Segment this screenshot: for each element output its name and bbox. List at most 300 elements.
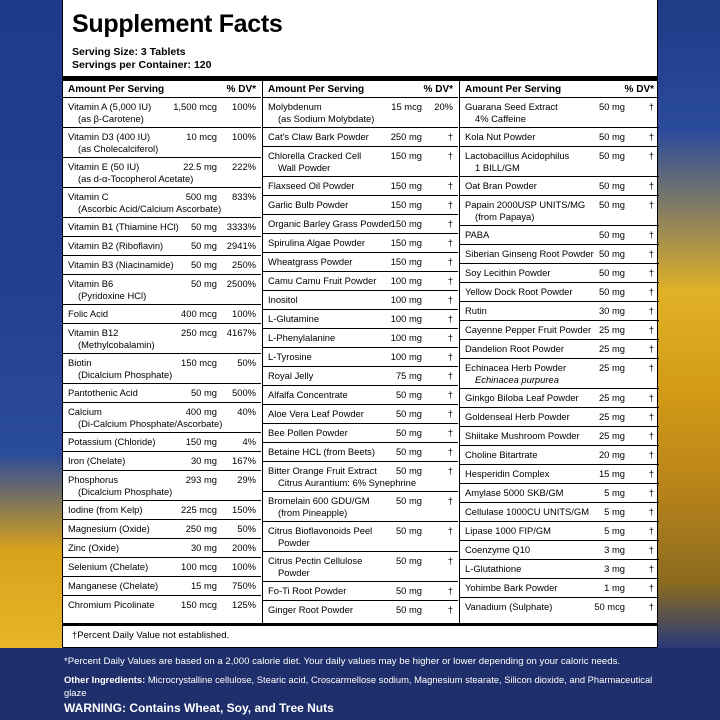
nutrient-name-text: Iodine (from Kelp)	[68, 504, 143, 515]
nutrient-name	[268, 218, 392, 230]
daily-values-note: *Percent Daily Values are based on a 2,000 calorie diet. Your daily values may be higher or lower depending on your caloric needs.	[64, 656, 621, 667]
nutrient-amount: 100 mg	[390, 351, 422, 362]
nutrient-row	[63, 275, 261, 305]
nutrient-dv: †	[447, 332, 453, 343]
nutrient-name	[268, 150, 361, 173]
nutrient-name	[465, 544, 530, 556]
nutrient-amount: 3 mg	[604, 563, 625, 574]
nutrient-name-text: Papain 2000USP UNITS/MG	[465, 199, 586, 210]
nutrient-row	[460, 177, 659, 196]
nutrient-name	[465, 101, 558, 124]
nutrient-row	[263, 215, 458, 234]
nutrient-amount: 50 mg	[190, 259, 217, 270]
nutrient-name	[68, 542, 119, 554]
nutrient-dv: 4167%	[226, 327, 256, 338]
nutrient-dv: †	[648, 267, 654, 278]
nutrient-amount: 50 mg	[598, 267, 625, 278]
nutrient-dv: †	[648, 305, 654, 316]
nutrient-name	[68, 474, 172, 497]
nutrient-row	[63, 433, 261, 452]
nutrient-name	[268, 275, 376, 287]
right-background-decoration	[656, 0, 720, 648]
nutrient-dv: 100%	[232, 308, 256, 319]
nutrient-name	[268, 256, 352, 268]
nutrient-name-text: Bee Pollen Powder	[268, 427, 348, 438]
nutrient-amount: 1,500 mcg	[173, 101, 217, 112]
nutrient-name-text: Aloe Vera Leaf Powder	[268, 408, 364, 419]
nutrient-amount: 25 mg	[598, 430, 625, 441]
nutrient-row	[263, 492, 458, 522]
nutrient-amount: 50 mg	[395, 555, 422, 566]
nutrient-row	[263, 552, 458, 582]
nutrient-amount: 250 mg	[185, 523, 217, 534]
nutrient-name	[68, 523, 150, 535]
nutrient-amount: 3 mg	[604, 544, 625, 555]
dv-header: % DV*	[423, 84, 453, 95]
other-ingredients-label: Other Ingredients:	[64, 674, 146, 685]
nutrient-amount: 50 mg	[395, 427, 422, 438]
nutrient-name	[268, 237, 365, 249]
nutrient-amount: 20 mg	[598, 449, 625, 460]
nutrient-name	[465, 362, 566, 385]
nutrient-amount: 100 mcg	[181, 561, 217, 572]
nutrient-name-text: Vitamin B3 (Niacinamide)	[68, 259, 174, 270]
nutrient-row	[460, 503, 659, 522]
nutrient-name	[268, 199, 348, 211]
nutrient-name-text: Vanadium (Sulphate)	[465, 601, 553, 612]
nutrient-name-text: Cat's Claw Bark Powder	[268, 131, 369, 142]
nutrient-row	[460, 389, 659, 408]
nutrient-amount: 50 mg	[598, 229, 625, 240]
nutrient-amount: 150 mcg	[181, 357, 217, 368]
nutrient-name-text: Lipase 1000 FIP/GM	[465, 525, 551, 536]
nutrient-dv: †	[648, 601, 654, 612]
footer-rule	[63, 623, 657, 626]
nutrient-name-text: Alfalfa Concentrate	[268, 389, 348, 400]
nutrient-dv: †	[648, 582, 654, 593]
nutrient-name	[465, 150, 569, 173]
nutrient-name-text: Oat Bran Powder	[465, 180, 537, 191]
nutrient-dv: †	[447, 555, 453, 566]
nutrient-dv: 222%	[232, 161, 256, 172]
nutrient-amount: 50 mg	[598, 286, 625, 297]
nutrient-name	[268, 101, 374, 124]
nutrient-amount: 15 mcg	[391, 101, 422, 112]
nutrient-amount: 250 mcg	[181, 327, 217, 338]
nutrient-name	[465, 131, 535, 143]
nutrient-row	[63, 128, 261, 158]
nutrient-name	[465, 582, 557, 594]
nutrient-name	[465, 468, 549, 480]
nutrient-amount: 25 mg	[598, 362, 625, 373]
nutrient-row	[460, 408, 659, 427]
nutrient-row	[63, 305, 261, 324]
nutrient-name-text: Fo-Ti Root Powder	[268, 585, 347, 596]
nutrient-name-text: Bitter Orange Fruit Extract	[268, 465, 377, 476]
nutrient-dv: †	[447, 180, 453, 191]
nutrient-amount: 50 mg	[190, 387, 217, 398]
nutrient-amount: 50 mg	[190, 278, 217, 289]
nutrient-dv: 2941%	[226, 240, 256, 251]
nutrient-dv: †	[648, 101, 654, 112]
nutrient-name	[465, 430, 580, 442]
nutrient-name	[268, 525, 372, 548]
supplement-facts-panel	[62, 0, 658, 648]
nutrient-amount: 150 mg	[390, 256, 422, 267]
nutrient-dv: †	[648, 131, 654, 142]
nutrient-name	[465, 305, 487, 317]
nutrient-dv: 200%	[232, 542, 256, 553]
nutrient-dv: †	[447, 446, 453, 457]
nutrient-name-text: Vitamin D3 (400 IU)	[68, 131, 151, 142]
nutrient-row	[63, 188, 261, 218]
nutrient-amount: 30 mg	[190, 455, 217, 466]
nutrient-row	[63, 237, 261, 256]
nutrient-name	[465, 248, 594, 260]
nutrient-dv: †	[648, 411, 654, 422]
nutrient-row	[263, 443, 458, 462]
nutrient-name	[465, 343, 564, 355]
nutrient-amount: 5 mg	[604, 506, 625, 517]
nutrient-name-text: Manganese (Chelate)	[68, 580, 159, 591]
nutrient-source: 1 BILL/GM	[475, 161, 520, 173]
nutrient-row	[460, 302, 659, 321]
nutrient-name-text: Camu Camu Fruit Powder	[268, 275, 377, 286]
nutrient-amount: 100 mg	[390, 275, 422, 286]
nutrient-row	[460, 598, 659, 617]
nutrient-row	[263, 367, 458, 386]
nutrient-amount: 25 mg	[598, 324, 625, 335]
nutrient-dv: †	[648, 563, 654, 574]
nutrient-name	[68, 357, 172, 380]
servings-per-container: Servings per Container: 120	[72, 59, 212, 71]
nutrient-dv: 2500%	[226, 278, 256, 289]
nutrient-name	[268, 427, 348, 439]
nutrient-name-text: Garlic Bulb Powder	[268, 199, 349, 210]
nutrient-row	[460, 340, 659, 359]
nutrient-name	[68, 308, 108, 320]
nutrient-name-text: Goldenseal Herb Powder	[465, 411, 570, 422]
nutrient-source: (Di-Calcium Phosphate/Ascorbate)	[78, 417, 223, 429]
nutrient-source: (Methylcobalamin)	[78, 338, 155, 350]
nutrient-row	[460, 465, 659, 484]
nutrient-row	[263, 522, 458, 552]
nutrient-name	[68, 101, 151, 124]
nutrient-row	[263, 147, 458, 177]
nutrient-name-text: Citrus Pectin Cellulose	[268, 555, 363, 566]
nutrient-name-text: Vitamin C	[68, 191, 109, 202]
nutrient-dv: †	[648, 449, 654, 460]
allergen-warning: WARNING: Contains Wheat, Soy, and Tree Nuts	[64, 701, 334, 715]
nutrient-name-text: Soy Lecithin Powder	[465, 267, 551, 278]
nutrient-row	[63, 403, 261, 433]
nutrient-source: Echinacea purpurea	[475, 373, 559, 385]
nutrient-dv: †	[648, 324, 654, 335]
nutrient-dv: †	[648, 150, 654, 161]
nutrient-name-text: Vitamin B6	[68, 278, 114, 289]
nutrient-amount: 50 mcg	[594, 601, 625, 612]
nutrient-name	[465, 392, 579, 404]
nutrient-name	[68, 599, 155, 611]
nutrient-name-text: Coenzyme Q10	[465, 544, 531, 555]
nutrient-amount: 5 mg	[604, 525, 625, 536]
nutrient-row	[263, 310, 458, 329]
nutrient-name	[68, 561, 148, 573]
nutrient-row	[63, 452, 261, 471]
nutrient-name	[465, 286, 573, 298]
nutrient-row	[63, 596, 261, 615]
nutrient-name-text: Yellow Dock Root Powder	[465, 286, 573, 297]
nutrient-dv: †	[447, 131, 453, 142]
nutrient-name-text: Pantothenic Acid	[68, 387, 138, 398]
nutrient-amount: 50 mg	[395, 389, 422, 400]
nutrient-source: (from Pineapple)	[278, 506, 348, 518]
nutrient-amount: 50 mg	[395, 408, 422, 419]
nutrient-dv: 3333%	[226, 221, 256, 232]
nutrient-name-text: L-Glutathione	[465, 563, 522, 574]
nutrient-row	[63, 539, 261, 558]
nutrient-name-text: Vitamin B2 (Riboflavin)	[68, 240, 164, 251]
nutrient-name-text: Calcium	[68, 406, 102, 417]
nutrient-name-text: L-Glutamine	[268, 313, 320, 324]
nutrient-name	[268, 351, 312, 363]
nutrient-row	[460, 128, 659, 147]
nutrient-row	[63, 471, 261, 501]
nutrient-name-text: Selenium (Chelate)	[68, 561, 149, 572]
nutrient-name-text: Echinacea Herb Powder	[465, 362, 567, 373]
nutrient-row	[460, 560, 659, 579]
nutrient-source: (as d-α-Tocopherol Acetate)	[78, 172, 194, 184]
nutrient-amount: 250 mg	[390, 131, 422, 142]
nutrient-row	[263, 177, 458, 196]
nutrient-amount: 50 mg	[395, 495, 422, 506]
nutrient-source: Citrus Aurantium: 6% Synephrine	[278, 476, 417, 488]
nutrient-name	[465, 506, 589, 518]
nutrient-name-text: Flaxseed Oil Powder	[268, 180, 355, 191]
nutrient-amount: 100 mg	[390, 313, 422, 324]
nutrient-name	[465, 199, 585, 222]
nutrient-name-text: Dandelion Root Powder	[465, 343, 565, 354]
nutrient-name	[465, 601, 552, 613]
nutrient-dv: 50%	[237, 523, 256, 534]
nutrient-dv: †	[648, 362, 654, 373]
nutrient-source: (Dicalcium Phosphate)	[78, 485, 173, 497]
nutrient-name	[268, 313, 319, 325]
nutrient-row	[263, 291, 458, 310]
nutrient-name-text: Vitamin A (5,000 IU)	[68, 101, 152, 112]
nutrient-row	[63, 577, 261, 596]
nutrient-name-text: Vitamin B12	[68, 327, 119, 338]
bottom-info-band	[0, 648, 720, 720]
left-background-decoration	[0, 0, 62, 648]
nutrient-source: (Ascorbic Acid/Calcium Ascorbate)	[78, 202, 222, 214]
nutrient-row	[460, 427, 659, 446]
nutrient-amount: 22.5 mg	[183, 161, 217, 172]
nutrient-dv: †	[648, 525, 654, 536]
nutrient-name-text: Kola Nut Powder	[465, 131, 536, 142]
nutrient-name-text: Betaine HCL (from Beets)	[268, 446, 375, 457]
amount-header: Amount Per Serving	[465, 84, 562, 95]
nutrient-amount: 50 mg	[190, 221, 217, 232]
nutrient-row	[263, 386, 458, 405]
nutrient-dv: 750%	[232, 580, 256, 591]
nutrient-dv: †	[648, 180, 654, 191]
nutrient-source: (Dicalcium Phosphate)	[78, 368, 173, 380]
nutrient-amount: 150 mg	[390, 237, 422, 248]
nutrient-row	[263, 234, 458, 253]
nutrient-name	[68, 504, 143, 516]
nutrient-row	[63, 218, 261, 237]
nutrient-dv: †	[447, 427, 453, 438]
nutrient-amount: 50 mg	[395, 446, 422, 457]
nutrient-dv: †	[648, 248, 654, 259]
nutrient-row	[263, 196, 458, 215]
nutrient-name-text: Wheatgrass Powder	[268, 256, 353, 267]
amount-header: Amount Per Serving	[268, 84, 365, 95]
nutrient-dv: †	[447, 585, 453, 596]
nutrient-amount: 15 mg	[190, 580, 217, 591]
nutrient-row	[460, 196, 659, 226]
nutrient-amount: 5 mg	[604, 487, 625, 498]
nutrient-row	[460, 541, 659, 560]
nutrient-row	[460, 98, 659, 128]
nutrient-row	[63, 384, 261, 403]
nutrient-dv: †	[648, 229, 654, 240]
column-header	[460, 81, 659, 98]
nutrient-row	[460, 446, 659, 465]
nutrient-name-text: Shiitake Mushroom Powder	[465, 430, 580, 441]
dv-header: % DV*	[226, 84, 256, 95]
nutrient-dv: 167%	[232, 455, 256, 466]
nutrient-row	[263, 128, 458, 147]
nutrient-name	[465, 229, 489, 241]
nutrient-dv: †	[648, 343, 654, 354]
nutrient-name	[68, 580, 158, 592]
nutrient-dv: †	[648, 468, 654, 479]
nutrient-name-text: Chromium Picolinate	[68, 599, 155, 610]
nutrient-dv: †	[447, 218, 453, 229]
nutrient-row	[63, 324, 261, 354]
nutrient-dv: †	[648, 392, 654, 403]
amount-header: Amount Per Serving	[68, 84, 165, 95]
nutrient-row	[63, 501, 261, 520]
nutrient-name	[68, 387, 138, 399]
nutrient-row	[263, 98, 458, 128]
nutrient-amount: 150 mg	[390, 150, 422, 161]
panel-title: Supplement Facts	[72, 10, 283, 38]
nutrient-row	[460, 359, 659, 389]
nutrient-dv: †	[648, 199, 654, 210]
nutrient-dv: †	[447, 275, 453, 286]
nutrient-row	[263, 272, 458, 291]
nutrient-row	[263, 253, 458, 272]
nutrient-name	[68, 131, 158, 154]
nutrient-name-text: L-Phenylalanine	[268, 332, 336, 343]
nutrient-amount: 30 mg	[598, 305, 625, 316]
nutrient-name-text: Molybdenum	[268, 101, 322, 112]
nutrient-dv: †	[648, 430, 654, 441]
nutrient-amount: 150 mg	[390, 199, 422, 210]
nutrient-dv: †	[447, 351, 453, 362]
nutrient-row	[63, 256, 261, 275]
nutrient-row	[263, 462, 458, 492]
nutrient-dv: 50%	[237, 357, 256, 368]
nutrient-dv: †	[648, 487, 654, 498]
nutrient-name-text: Siberian Ginseng Root Powder	[465, 248, 594, 259]
nutrient-name-text: Hesperidin Complex	[465, 468, 550, 479]
nutrient-name	[68, 221, 179, 233]
nutrient-amount: 225 mcg	[181, 504, 217, 515]
nutrient-name	[268, 180, 355, 192]
nutrient-source: (as Cholecalciferol)	[78, 142, 159, 154]
nutrient-dv: †	[447, 370, 453, 381]
nutrient-column-1	[63, 81, 261, 623]
nutrient-row	[460, 579, 659, 598]
nutrient-name-text: Citrus Bioflavonoids Peel	[268, 525, 373, 536]
nutrient-row	[63, 158, 261, 188]
dv-header: % DV*	[624, 84, 654, 95]
nutrient-amount: 1 mg	[604, 582, 625, 593]
nutrient-row	[263, 405, 458, 424]
nutrient-row	[63, 558, 261, 577]
column-header	[63, 81, 261, 98]
nutrient-source: 4% Caffeine	[475, 112, 526, 124]
nutrient-name-text: Organic Barley Grass Powder	[268, 218, 393, 229]
nutrient-name-text: Cellulase 1000CU UNITS/GM	[465, 506, 589, 517]
nutrient-name-text: Vitamin E (50 IU)	[68, 161, 140, 172]
nutrient-source: Powder	[278, 566, 310, 578]
nutrient-row	[460, 245, 659, 264]
nutrient-dv: 29%	[237, 474, 256, 485]
nutrient-name	[68, 327, 155, 350]
nutrient-name	[268, 370, 313, 382]
nutrient-name	[68, 240, 163, 252]
nutrient-name-text: Vitamin B1 (Thiamine HCl)	[68, 221, 179, 232]
nutrient-dv: 40%	[237, 406, 256, 417]
nutrient-dv: †	[447, 294, 453, 305]
nutrient-amount: 30 mg	[190, 542, 217, 553]
nutrient-amount: 15 mg	[598, 468, 625, 479]
nutrient-row	[63, 98, 261, 128]
nutrient-name	[68, 259, 174, 271]
nutrient-amount: 100 mg	[390, 294, 422, 305]
nutrient-amount: 50 mg	[395, 585, 422, 596]
nutrient-amount: 400 mcg	[181, 308, 217, 319]
nutrient-dv: †	[447, 389, 453, 400]
nutrient-name	[68, 161, 193, 184]
nutrient-name-text: Choline Bitartrate	[465, 449, 538, 460]
nutrient-amount: 50 mg	[395, 465, 422, 476]
nutrient-dv: 500%	[232, 387, 256, 398]
nutrient-dv: †	[447, 525, 453, 536]
nutrient-amount: 500 mg	[185, 191, 217, 202]
nutrient-row	[460, 321, 659, 340]
nutrient-dv: 250%	[232, 259, 256, 270]
nutrient-source: (as β-Carotene)	[78, 112, 144, 124]
nutrient-dv: †	[447, 256, 453, 267]
nutrient-name	[68, 436, 156, 448]
nutrient-dv: †	[447, 237, 453, 248]
nutrient-name-text: Folic Acid	[68, 308, 109, 319]
nutrient-name	[68, 278, 146, 301]
nutrient-row	[460, 283, 659, 302]
nutrient-name-text: Potassium (Chloride)	[68, 436, 156, 447]
nutrient-dv: †	[447, 408, 453, 419]
nutrient-source: (Pyridoxine HCl)	[78, 289, 147, 301]
nutrient-row	[63, 520, 261, 539]
dv-footnote: †Percent Daily Value not established.	[72, 630, 230, 641]
other-ingredients-text: Microcrystalline cellulose, Stearic acid, Croscarmellose sodium, Magnesium stearate, Silicon dioxide, and Pharmaceutical glaze	[64, 674, 653, 698]
